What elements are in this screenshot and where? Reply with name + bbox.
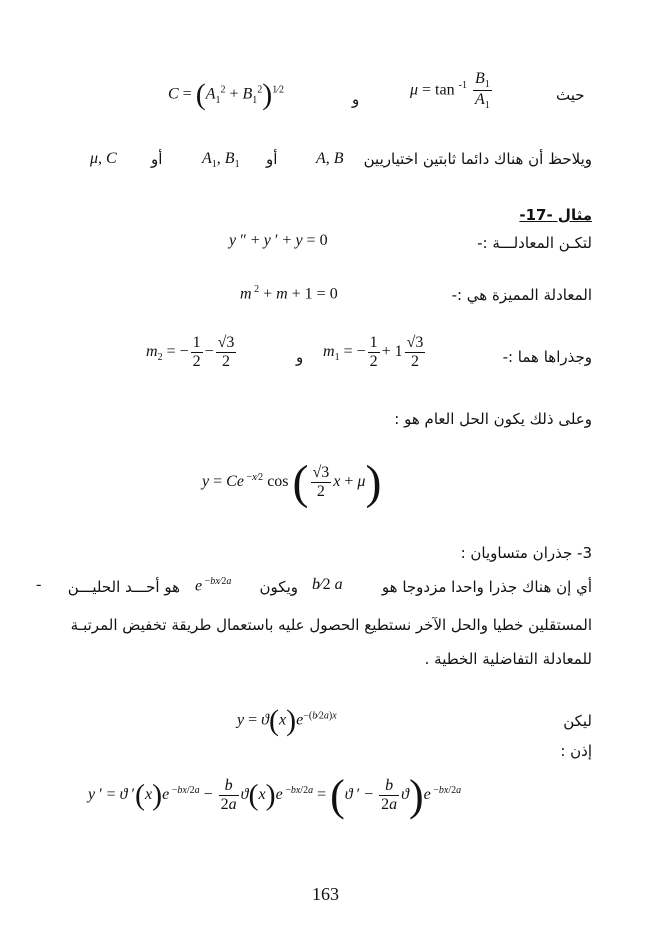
- para1-c: هو أحـــد الحليـــن: [67, 578, 180, 596]
- let-label: ليكن: [563, 712, 592, 730]
- characteristic-label: المعادلة المميزة هي :-: [451, 286, 592, 304]
- eq-characteristic: m $^2$ + m + 1 = 0: [240, 284, 338, 303]
- para2: المستقلين خطيا والحل الآخر نستطيع الحصول عليه باستعمال طريقة تخفيض المرتبـة: [70, 616, 592, 634]
- exp-term: e $^{-bx⁄2a}$: [195, 576, 232, 595]
- remark-text: ويلاحظ أن هناك دائما ثابتين اختياريين: [363, 150, 592, 168]
- A-B: A, B: [316, 150, 344, 167]
- eq-m2: $m_2$ = − $\frac{1}{2}$ − $\frac{√3}{2}$: [146, 334, 235, 370]
- eq-m1: $m_1$ = − $\frac{1}{2}$ + 1 $\frac{√3}{2}$: [323, 334, 424, 370]
- eq-C: $C = (A_1^2 + B_1^2)^{1⁄2}$: [168, 78, 284, 111]
- where-label: حيث: [556, 86, 585, 104]
- then-label: إذن :: [560, 742, 592, 760]
- or-1: أو: [151, 150, 163, 168]
- page-number: 163: [312, 884, 339, 904]
- eq-mu: μ = tan $^{-1}$ $\frac{B_1}{A_1}$: [410, 70, 490, 112]
- para3: للمعادلة التفاضلية الخطية .: [424, 650, 592, 668]
- and-1: و: [352, 90, 360, 108]
- A1-B1: $A_1$, $B_1$: [202, 150, 240, 171]
- general-solution-text: وعلى ذلك يكون الحل العام هو :: [394, 410, 592, 428]
- let-equation-label: لتكـن المعادلـــة :-: [477, 234, 592, 252]
- example-title: مثال -17-: [519, 206, 592, 224]
- eq-let: $y = ϑ(x)e^{-(b⁄2a)x}$: [237, 704, 337, 737]
- eq-ode: y ″ + y ′ + y = 0: [229, 232, 328, 249]
- dash: -: [36, 576, 42, 593]
- eq-general-solution: y = Ce $^{-x⁄2}$ cos ( $\frac{√3}{2}$ x + μ): [202, 456, 382, 509]
- para1-a: أي إن هناك جذرا واحدا مزدوجا هو: [381, 578, 592, 596]
- root-b-2a: b⁄2 a: [312, 576, 343, 593]
- mu-C: μ, C: [90, 150, 117, 167]
- or-2: أو: [266, 150, 278, 168]
- para1-b: ويكون: [259, 578, 298, 596]
- roots-label: وجذراها هما :-: [502, 348, 592, 366]
- section-3-title: 3- جذران متساويان :: [460, 544, 592, 562]
- eq-derivative: y ′ = ϑ ′(x)e $^{-bx/2a}$ − $\frac{b}{2a}$ ϑ(x)e $^{-bx/2a}$ = (ϑ ′ − $\frac{b}{2a}$ ϑ)e $^{-bx/2a}$: [88, 771, 462, 820]
- and-2: و: [296, 348, 304, 366]
